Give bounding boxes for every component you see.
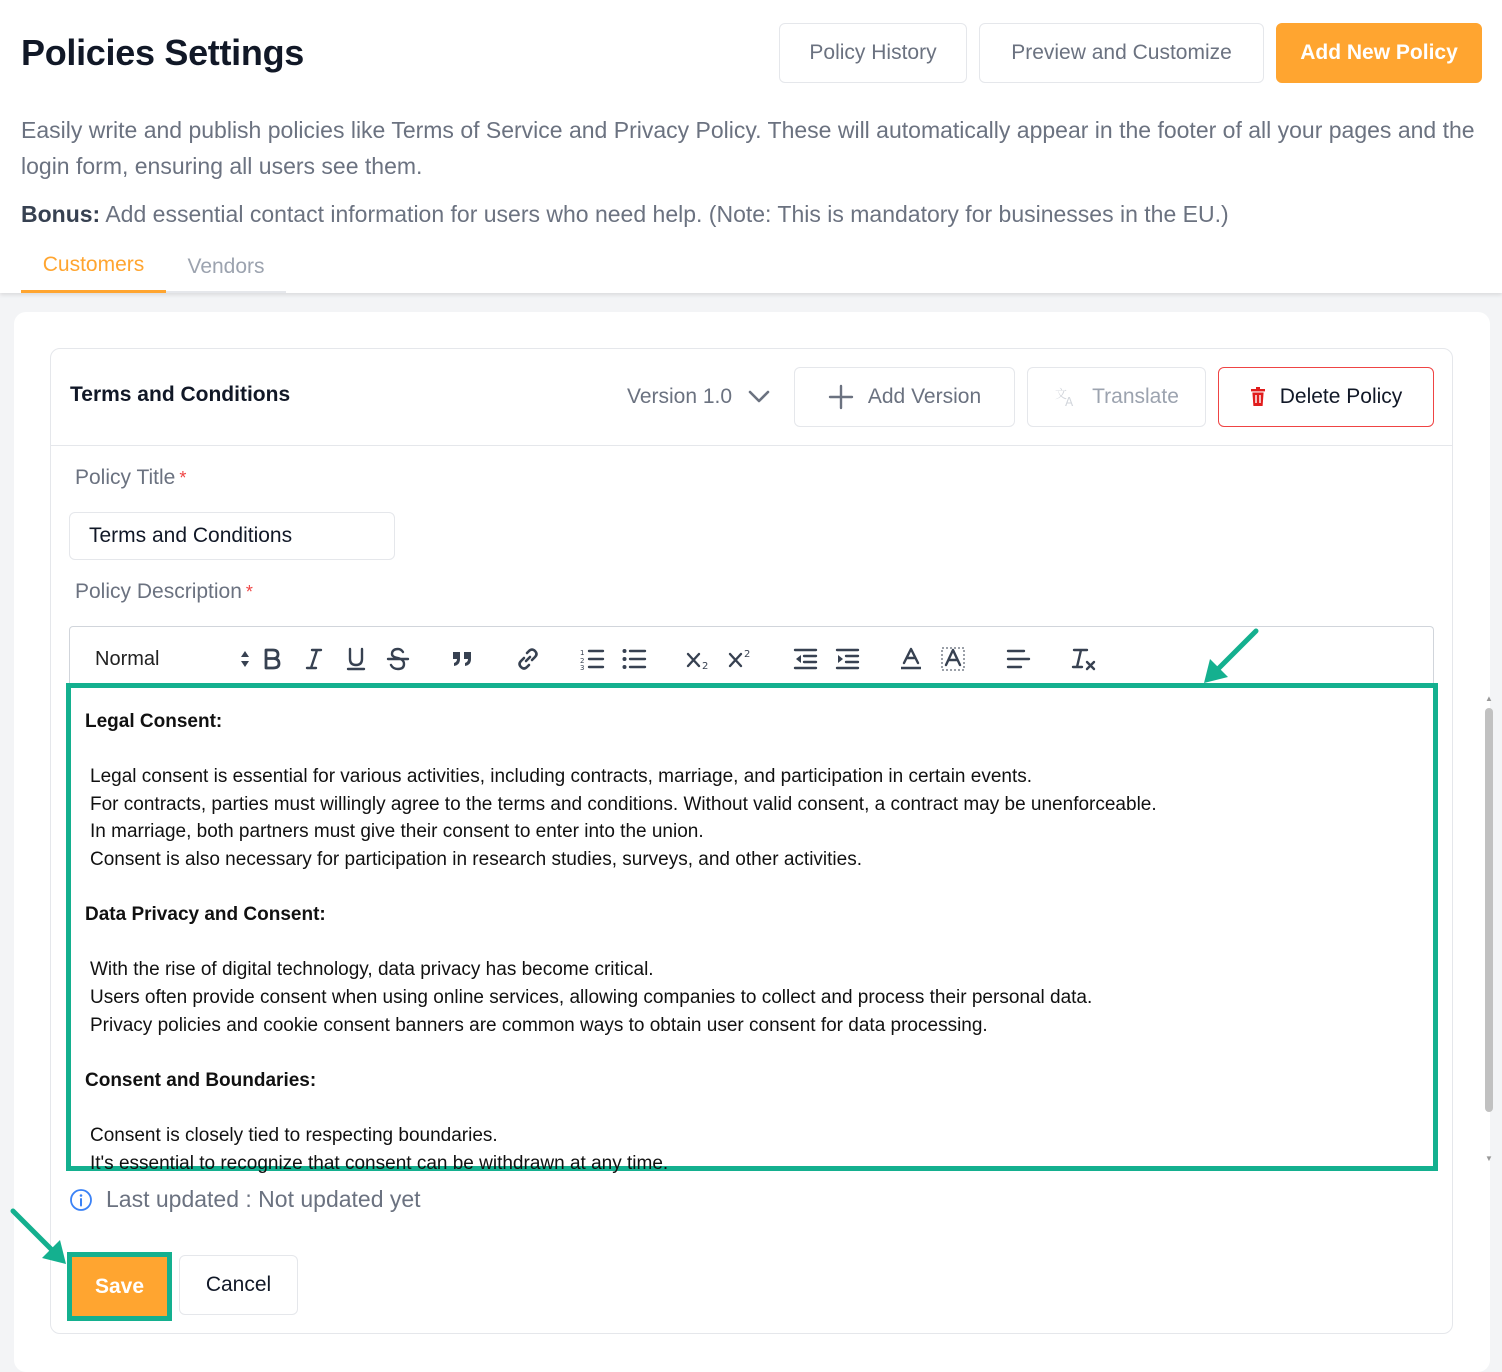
arrow-annotation-icon bbox=[8, 1206, 70, 1268]
page-title: Policies Settings bbox=[21, 32, 304, 73]
outdent-icon bbox=[793, 648, 817, 670]
blank-line bbox=[85, 736, 1405, 764]
ordered-list-button[interactable] bbox=[579, 644, 604, 674]
plus-icon bbox=[828, 384, 854, 410]
scroll-down-arrow-icon[interactable]: ▼ bbox=[1485, 1154, 1493, 1163]
align-icon bbox=[1006, 649, 1030, 669]
clear-format-button[interactable] bbox=[1070, 644, 1096, 674]
translate-button[interactable] bbox=[1027, 367, 1206, 427]
version-select[interactable] bbox=[627, 378, 770, 416]
policy-title-label bbox=[75, 466, 186, 490]
svg-text:2: 2 bbox=[579, 657, 584, 665]
italic-icon bbox=[305, 648, 323, 670]
content-line: In marriage, both partners must give their consent to enter into the union. bbox=[90, 821, 704, 843]
policy-card-title: Terms and Conditions bbox=[70, 383, 291, 406]
underline-icon bbox=[346, 647, 366, 671]
content-line: It's essential to recognize that consent can be withdrawn at any time. bbox=[90, 1152, 669, 1174]
text-color-button[interactable] bbox=[898, 644, 923, 674]
text-color-icon bbox=[900, 647, 922, 671]
bold-icon bbox=[263, 648, 281, 670]
background-color-icon bbox=[941, 647, 965, 671]
scroll-up-arrow-icon[interactable]: ▲ bbox=[1485, 694, 1493, 703]
editor-scrollbar[interactable] bbox=[1485, 708, 1493, 1112]
bullet-list-button[interactable] bbox=[621, 644, 646, 674]
blank-line bbox=[85, 874, 1405, 902]
content-line: Users often provide consent when using online services, allowing companies to collect and process their personal data. bbox=[90, 986, 1093, 1008]
card-divider bbox=[51, 445, 1452, 446]
italic-button[interactable] bbox=[303, 644, 325, 674]
section-heading: Consent and Boundaries: bbox=[85, 1069, 317, 1091]
format-select[interactable] bbox=[95, 644, 250, 674]
ordered-list-icon bbox=[580, 648, 604, 670]
tab-vendors[interactable]: Vendors bbox=[187, 254, 265, 278]
svg-text:1: 1 bbox=[579, 649, 584, 657]
svg-text:A: A bbox=[1065, 395, 1074, 409]
last-updated-status bbox=[69, 1186, 421, 1213]
translate-label: Translate bbox=[1092, 385, 1179, 408]
add-new-policy-button[interactable]: Add New Policy bbox=[1276, 23, 1482, 83]
content-line: Consent is also necessary for participation in research studies, surveys, and other activities. bbox=[90, 848, 862, 870]
bonus-text: Add essential contact information for users who need help. (Note: This is mandatory for businesses in the EU.) bbox=[100, 201, 1229, 227]
add-version-button[interactable] bbox=[794, 367, 1015, 427]
bonus-note bbox=[21, 196, 1481, 232]
chevron-down-icon bbox=[748, 390, 770, 404]
arrow-annotation-icon bbox=[1200, 626, 1262, 688]
content-line: Legal consent is essential for various activities, including contracts, marriage, and participation in certain events. bbox=[90, 766, 1033, 788]
policy-title-input[interactable] bbox=[69, 512, 395, 560]
content-line: Privacy policies and cookie consent banners are common ways to obtain user consent for data processing. bbox=[90, 1014, 988, 1036]
required-mark: * bbox=[179, 468, 187, 488]
trash-icon bbox=[1250, 387, 1266, 407]
align-button[interactable] bbox=[1005, 644, 1030, 674]
content-line: With the rise of digital technology, data privacy has become critical. bbox=[90, 959, 654, 981]
delete-policy-label: Delete Policy bbox=[1279, 385, 1403, 408]
section-heading: Data Privacy and Consent: bbox=[85, 904, 326, 926]
subscript-button[interactable] bbox=[686, 644, 712, 674]
underline-button[interactable] bbox=[345, 644, 367, 674]
content-line: For contracts, parties must willingly agree to the terms and conditions. Without valid consent, a contract may be unenforceable. bbox=[90, 793, 1157, 815]
svg-text:2: 2 bbox=[744, 649, 751, 660]
section-heading: Legal Consent: bbox=[85, 711, 223, 732]
policy-description-editor[interactable] bbox=[66, 683, 1493, 1174]
background-color-button[interactable] bbox=[940, 644, 966, 674]
delete-policy-button[interactable] bbox=[1218, 367, 1434, 427]
policy-title-label-text: Policy Title bbox=[75, 466, 176, 489]
clear-format-icon bbox=[1070, 647, 1096, 671]
last-updated-text: Last updated : Not updated yet bbox=[106, 1186, 421, 1212]
svg-text:2: 2 bbox=[702, 661, 709, 672]
policy-description-label-text: Policy Description bbox=[75, 580, 242, 603]
bullet-list-icon bbox=[622, 648, 646, 670]
blockquote-button[interactable] bbox=[450, 644, 474, 674]
page-description: Easily write and publish policies like Terms of Service and Privacy Policy. These will automatically appear in the footer of all your pages and the login form, ensuring all users see them. bbox=[21, 117, 1475, 179]
required-mark: * bbox=[245, 582, 253, 602]
link-icon bbox=[516, 647, 540, 671]
bold-button[interactable] bbox=[261, 644, 283, 674]
blank-line bbox=[85, 1094, 1405, 1122]
content-line: Consent is closely tied to respecting boundaries. bbox=[90, 1124, 498, 1146]
strike-button[interactable] bbox=[387, 644, 409, 674]
svg-text:文: 文 bbox=[1055, 387, 1068, 401]
strike-icon bbox=[387, 647, 409, 671]
indent-icon bbox=[835, 648, 859, 670]
bonus-label: Bonus: bbox=[21, 201, 101, 227]
tab-bar bbox=[21, 240, 286, 293]
tab-customers[interactable]: Customers bbox=[21, 240, 166, 293]
cancel-button[interactable]: Cancel bbox=[179, 1255, 298, 1315]
blockquote-icon bbox=[451, 650, 473, 668]
policy-description-label bbox=[75, 580, 253, 604]
info-icon bbox=[69, 1188, 93, 1212]
blank-line bbox=[85, 929, 1405, 957]
subscript-icon bbox=[686, 648, 712, 670]
save-button[interactable]: Save bbox=[72, 1257, 167, 1316]
link-button[interactable] bbox=[515, 644, 541, 674]
policy-history-button[interactable]: Policy History bbox=[779, 23, 967, 83]
preview-customize-button[interactable]: Preview and Customize bbox=[979, 23, 1264, 83]
select-arrows-icon bbox=[240, 650, 250, 668]
editor-content[interactable] bbox=[85, 708, 1405, 1177]
add-version-label: Add Version bbox=[867, 385, 982, 408]
format-value: Normal bbox=[95, 647, 160, 670]
blank-line bbox=[85, 1039, 1405, 1067]
version-value: Version 1.0 bbox=[627, 385, 733, 408]
indent-button[interactable] bbox=[834, 644, 859, 674]
outdent-button[interactable] bbox=[792, 644, 817, 674]
superscript-icon bbox=[728, 648, 754, 670]
superscript-button[interactable] bbox=[728, 644, 754, 674]
svg-text:3: 3 bbox=[579, 664, 584, 672]
translate-icon bbox=[1054, 386, 1078, 408]
